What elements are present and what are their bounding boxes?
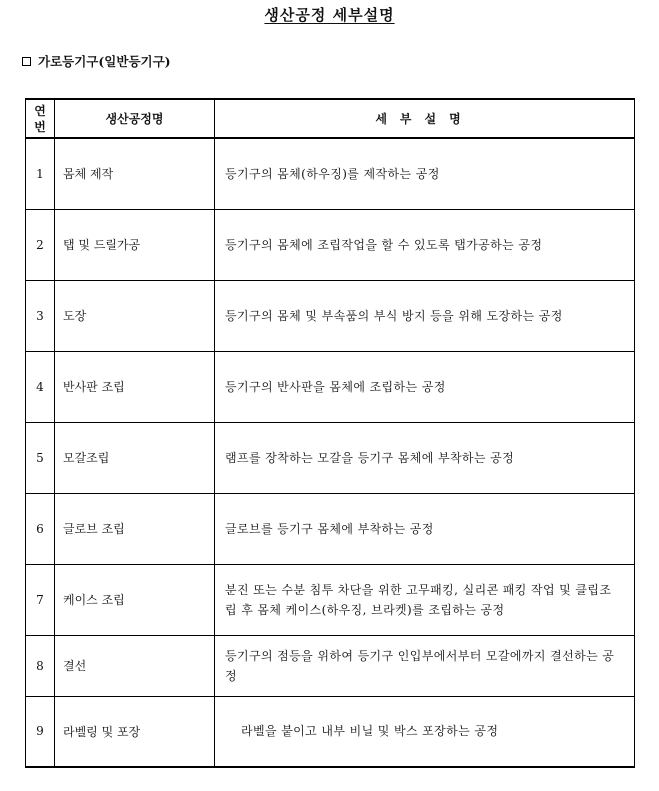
table-row (26, 493, 635, 564)
row-process-name: 모갈조립 (55, 422, 215, 493)
section-heading (22, 52, 171, 70)
row-no: 2 (26, 209, 55, 280)
table-row (26, 351, 635, 422)
row-description: 등기구의 몸체(하우징)를 제작하는 공정 (215, 138, 635, 209)
row-process-name: 결선 (55, 635, 215, 696)
header-no (26, 99, 55, 138)
row-process-name: 글로브 조립 (55, 493, 215, 564)
row-description: 등기구의 점등을 위하여 등기구 인입부에서부터 모갈에까지 결선하는 공정 (215, 635, 635, 696)
row-no: 1 (26, 138, 55, 209)
row-no: 3 (26, 280, 55, 351)
header-description: 세부설명 (215, 99, 635, 138)
table-row (26, 564, 635, 635)
table-row (26, 280, 635, 351)
document-title: 생산공정 세부설명 (264, 6, 395, 24)
checkbox-icon (22, 57, 31, 66)
row-no: 8 (26, 635, 55, 696)
row-process-name: 반사판 조립 (55, 351, 215, 422)
process-table (25, 98, 635, 768)
row-description: 글로브를 등기구 몸체에 부착하는 공정 (215, 493, 635, 564)
row-process-name: 몸체 제작 (55, 138, 215, 209)
row-description: 등기구의 몸체 및 부속품의 부식 방지 등을 위해 도장하는 공정 (215, 280, 635, 351)
row-description: 라벨을 붙이고 내부 비닐 및 박스 포장하는 공정 (215, 696, 635, 767)
table-row (26, 209, 635, 280)
header-no-line1: 연 (34, 103, 46, 118)
table-row (26, 422, 635, 493)
row-process-name: 도장 (55, 280, 215, 351)
row-no: 5 (26, 422, 55, 493)
row-process-name: 라벨링 및 포장 (55, 696, 215, 767)
row-no: 6 (26, 493, 55, 564)
row-description: 등기구의 몸체에 조립작업을 할 수 있도록 탭가공하는 공정 (215, 209, 635, 280)
row-process-name: 탭 및 드릴가공 (55, 209, 215, 280)
table-header-row (26, 99, 635, 138)
header-no-line2: 번 (34, 119, 46, 134)
section-label: 가로등기구(일반등기구) (38, 54, 171, 69)
row-process-name: 케이스 조립 (55, 564, 215, 635)
header-process-name: 생산공정명 (55, 99, 215, 138)
row-description: 램프를 장착하는 모갈을 등기구 몸체에 부착하는 공정 (215, 422, 635, 493)
table-row (26, 635, 635, 696)
row-description: 등기구의 반사판을 몸체에 조립하는 공정 (215, 351, 635, 422)
row-no: 9 (26, 696, 55, 767)
row-no: 4 (26, 351, 55, 422)
table-row (26, 138, 635, 209)
row-no: 7 (26, 564, 55, 635)
table-row (26, 696, 635, 767)
row-description: 분진 또는 수분 침투 차단을 위한 고무패킹, 실리콘 패킹 작업 및 클립조립 후 몸체 케이스(하우징, 브라켓)를 조립하는 공정 (215, 564, 635, 635)
